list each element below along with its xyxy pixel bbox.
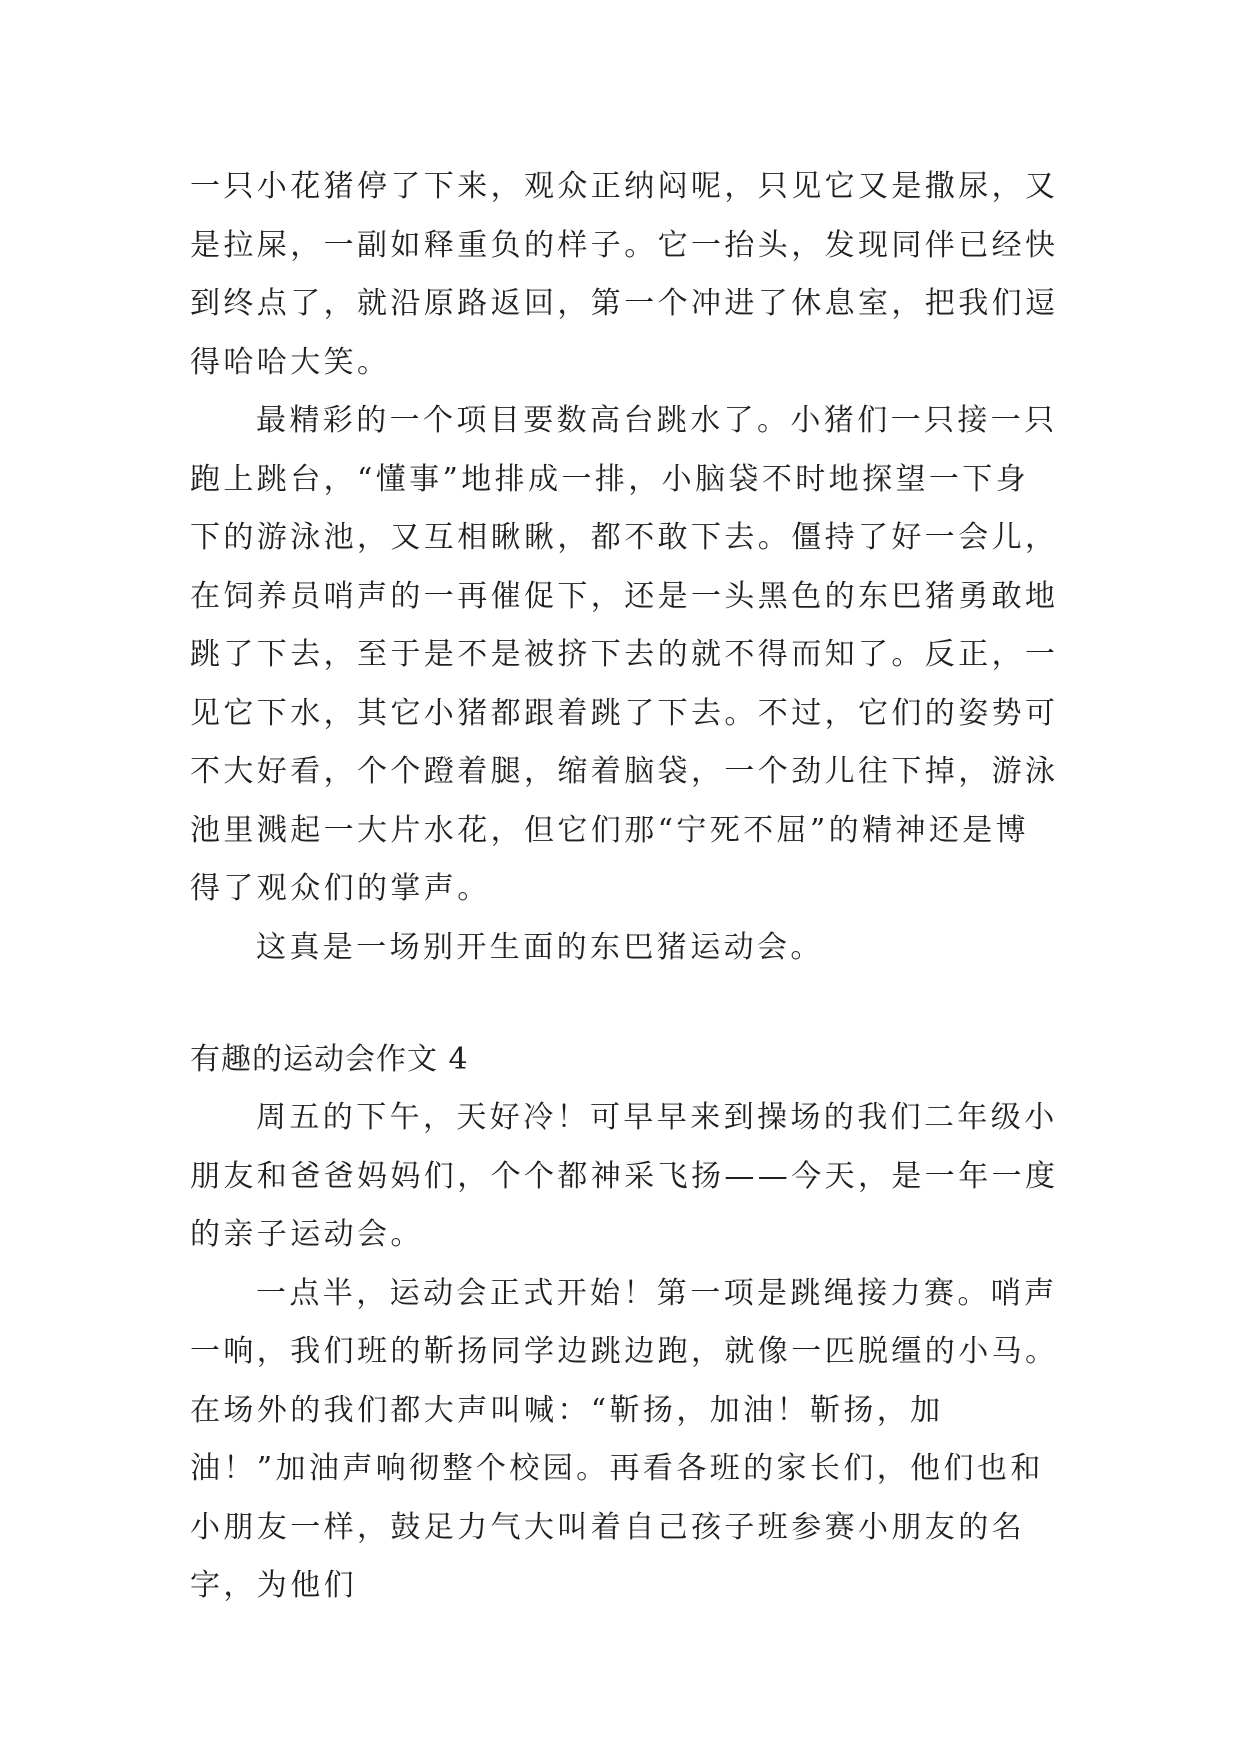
- paragraph-conclusion: 这真是一场别开生面的东巴猪运动会。: [256, 929, 824, 965]
- section-one-body: [190, 158, 1060, 977]
- paragraph-friday-afternoon: 周五的下午，天好冷！可早早来到操场的我们二年级小朋友和爸爸妈妈们，个个都神采飞扬——今天，是一年一度的亲子运动会。: [190, 1100, 1059, 1252]
- paragraph-high-dive: 最精彩的一个项目要数高台跳水了。小猪们一只接一只跑上跳台，“懂事”地排成一排，小脑袋不时地探望一下身下的游泳池，又互相瞅瞅，都不敢下去。僵持了好一会儿，在饲养员哨声的一再催促下，还是一头黑色的东巴猪勇敢地跳了下去，至于是不是被挤下去的就不得而知了。反正，一见它下水，其它小猪都跟着跳了下去。不过，它们的姿势可不大好看，个个蹬着腿，缩着脑袋，一个劲儿往下掉，游泳池里溅起一大片水花，但它们那“宁死不屈”的精神还是博得了观众们的掌声。: [190, 403, 1059, 906]
- section-two-body: [190, 1089, 1060, 1616]
- paragraph-continuation: 一只小花猪停了下来，观众正纳闷呢，只见它又是撒尿，又是拉屎，一副如释重负的样子。它一抬头，发现同伴已经快到终点了，就沿原路返回，第一个冲进了休息室，把我们逗得哈哈大笑。: [190, 169, 1059, 380]
- paragraph-jump-rope-relay: 一点半，运动会正式开始！第一项是跳绳接力赛。哨声一响，我们班的靳扬同学边跳边跑，就像一匹脱缰的小马。在场外的我们都大声叫喊：“靳扬，加油！靳扬，加油！”加油声响彻整个校园。再看各班的家长们，他们也和小朋友一样，鼓足力气大叫着自己孩子班参赛小朋友的名字，为他们: [190, 1275, 1059, 1603]
- essay-heading: 有趣的运动会作文 4: [190, 1042, 469, 1077]
